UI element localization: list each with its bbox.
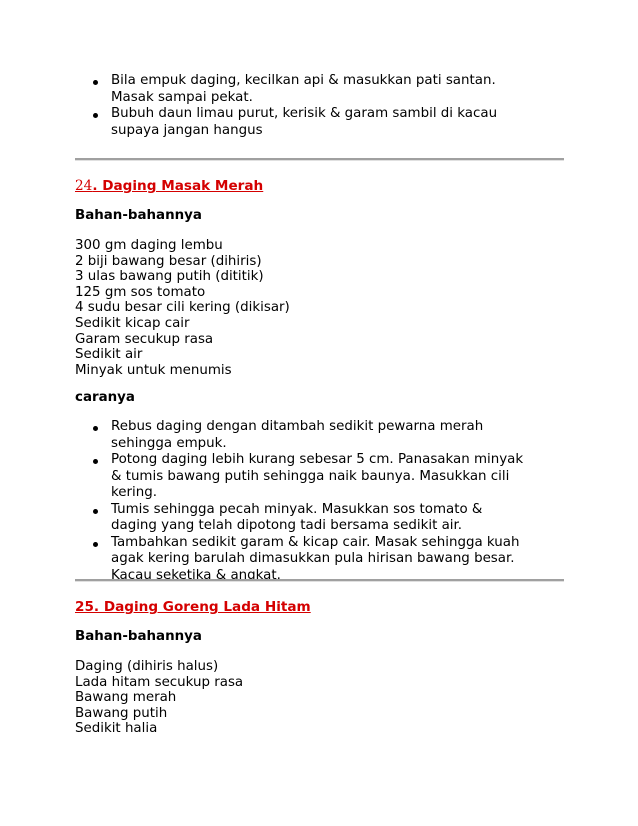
ingredient: 2 biji bawang besar (dihiris): [75, 253, 262, 269]
ingredients-label: Bahan-bahannya: [75, 629, 202, 644]
ingredient: Bawang putih: [75, 705, 168, 721]
ingredients-list: [75, 659, 243, 737]
ingredient: Minyak untuk menumis: [75, 362, 232, 378]
list-item: [0, 106, 531, 139]
top-steps-list: [0, 73, 531, 139]
section-divider: [75, 158, 564, 161]
bullet-icon: [93, 542, 98, 547]
recipe-24-title[interactable]: [75, 178, 263, 194]
ingredient: Sedikit kicap cair: [75, 315, 190, 331]
recipe-25-title[interactable]: 25. Daging Goreng Lada Hitam: [75, 599, 311, 615]
list-item: [0, 73, 531, 106]
step-text: Potong daging lebih kurang sebesar 5 cm. Panasakan minyak & tumis bawang putih sehingga naik baunya. Masukkan cili kering.: [111, 452, 524, 500]
ingredient: Bawang merah: [75, 690, 177, 706]
bullet-icon: [93, 509, 98, 514]
section-divider: [75, 579, 564, 582]
step-text: Tumis sehingga pecah minyak. Masukkan sos tomato & daging yang telah dipotong tadi bersama sedikit air.: [111, 501, 483, 533]
step-text: Bila empuk daging, kecilkan api & masukkan pati santan. Masak sampai pekat.: [111, 73, 496, 105]
ingredient: 125 gm sos tomato: [75, 284, 206, 300]
ingredients-label: Bahan-bahannya: [75, 208, 202, 223]
list-item: [0, 535, 531, 585]
step-text: Rebus daging dengan ditambah sedikit pewarna merah sehingga empuk.: [111, 419, 484, 451]
method-steps-list: [0, 419, 531, 584]
ingredient: Daging (dihiris halus): [75, 659, 219, 674]
ingredient: 300 gm daging lembu: [75, 238, 223, 253]
ingredients-list: [75, 238, 290, 378]
ingredient: Sedikit air: [75, 347, 143, 363]
step-text: Bubuh daun limau purut, kerisik & garam sambil di kacau supaya jangan hangus: [111, 106, 498, 138]
ingredient: 4 sudu besar cili kering (dikisar): [75, 300, 290, 316]
recipe-number: 24: [75, 178, 93, 194]
bullet-icon: [93, 426, 98, 431]
list-item: [0, 419, 531, 452]
list-item: [0, 502, 531, 535]
ingredient: Garam secukup rasa: [75, 331, 214, 347]
list-item: [0, 452, 531, 502]
method-label: caranya: [75, 390, 135, 405]
recipe-title-text: . Daging Masak Merah: [92, 178, 264, 194]
bullet-icon: [93, 459, 98, 464]
step-text: Tambahkan sedikit garam & kicap cair. Masak sehingga kuah agak kering barulah dimasukkan pula hirisan bawang besar. Kacau seketika & angkat.: [111, 534, 520, 583]
ingredient: 3 ulas bawang putih (dititik): [75, 269, 264, 285]
bullet-icon: [93, 80, 98, 85]
bullet-icon: [93, 113, 98, 118]
ingredient: Sedikit halia: [75, 721, 158, 737]
ingredient: Lada hitam secukup rasa: [75, 674, 244, 690]
